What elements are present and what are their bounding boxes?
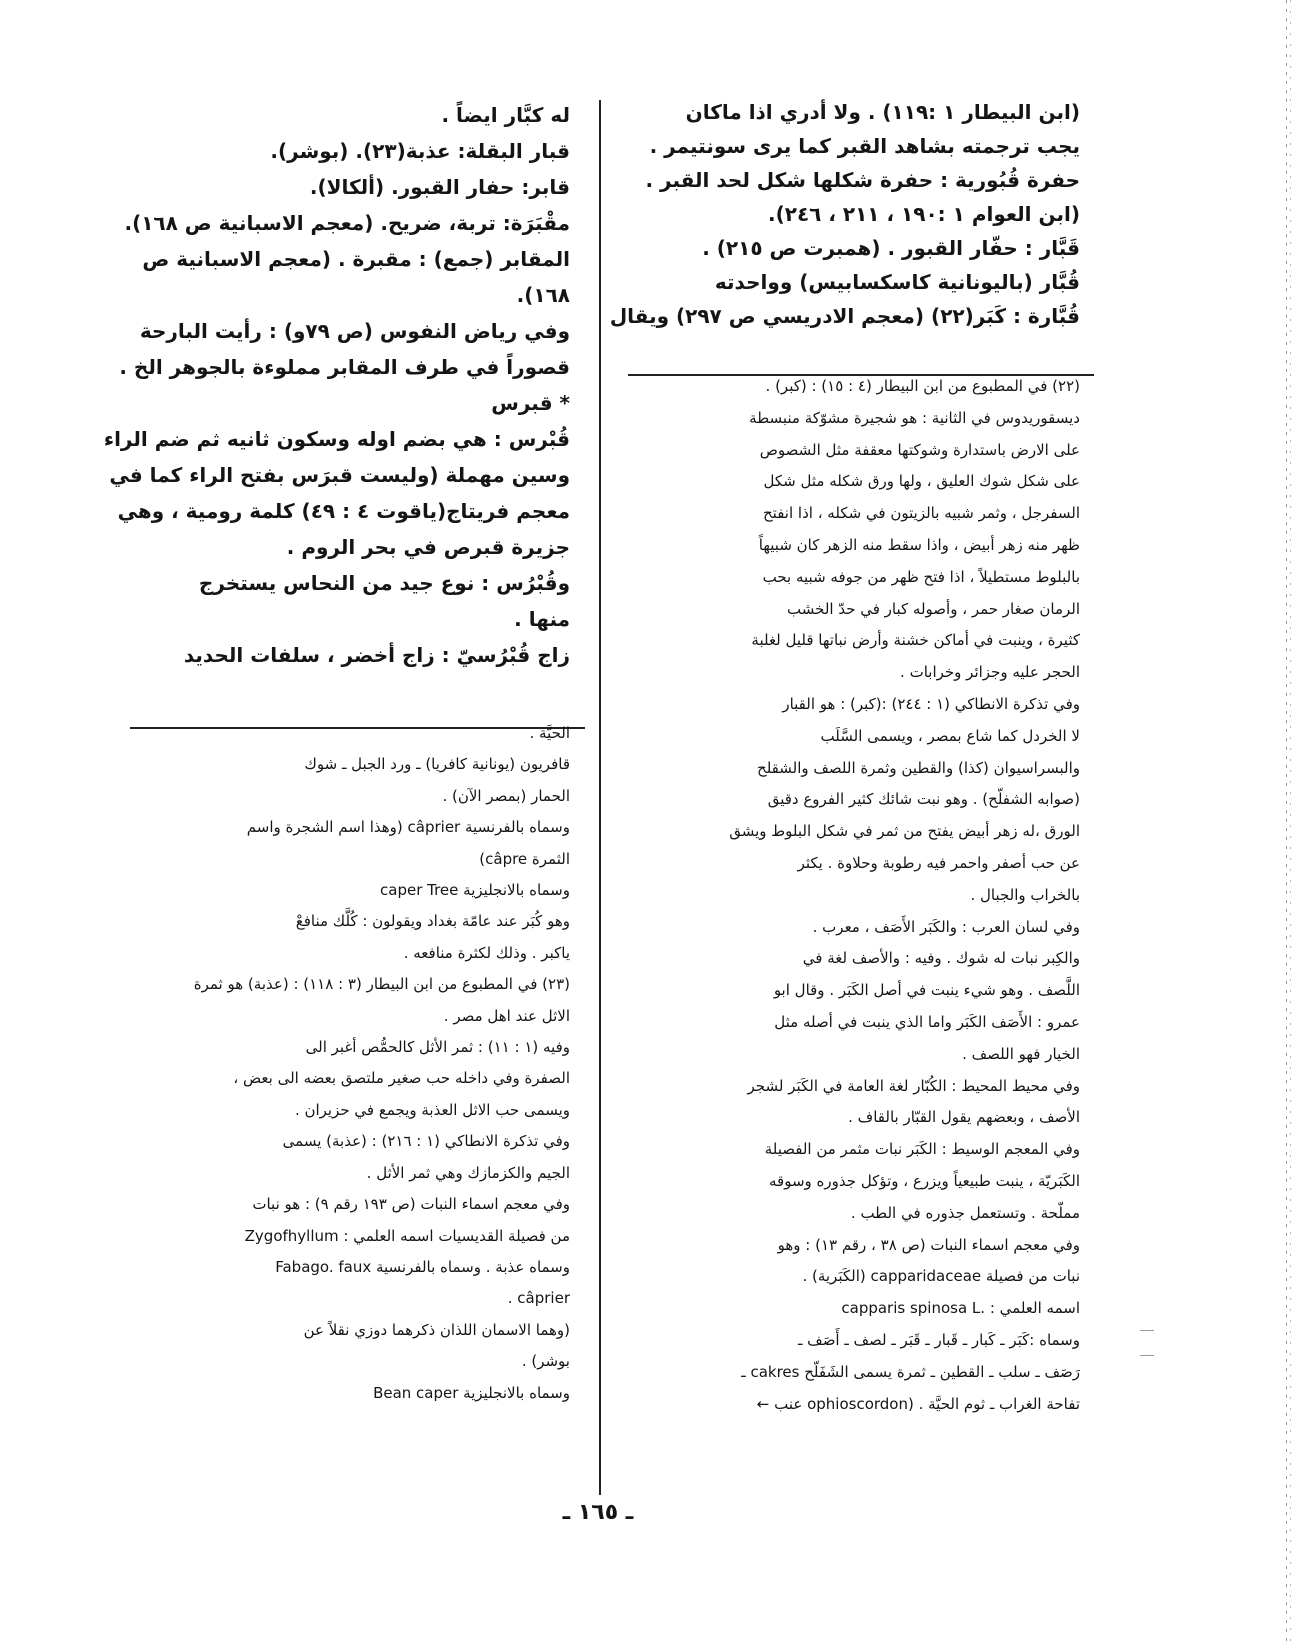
main-text-line: حفرة قُبُورية : حفرة شكلها شكل لحد القبر . [645, 168, 1080, 192]
scan-edge-line-2 [1290, 0, 1291, 1646]
main-text-line: قبار البقلة: عذبة(٢٣). (بوشر). [270, 139, 570, 163]
main-text-line: ١٦٨). [516, 283, 570, 307]
footnote-line: لا الخردل كما شاع بمصر ، ويسمى السَّلَب [820, 726, 1080, 745]
main-text-line: زاج قُبْرُسيّ : زاج أخضر ، سلفات الحديد [183, 643, 570, 667]
footnote-line: قافريون (يونانية كافريا) ـ ورد الجبل ـ شوك [304, 755, 570, 774]
footnote-line: الجيم والكزمازك وهي ثمر الأثل . [366, 1163, 570, 1182]
footnote-line: وفي معجم اسماء النبات (ص ١٩٣ رقم ٩) : هو نبات [252, 1195, 570, 1214]
main-text-line: يجب ترجمته بشاهد القبر كما يرى سونتيمر . [649, 134, 1080, 158]
footnote-line: على شكل شوك العليق ، ولها ورق شكله مثل شكل [763, 472, 1080, 491]
footnote-line: وفي تذكرة الانطاكي (١ : ٢٤٤) :(كبر) : هو القبار [782, 694, 1080, 713]
footnote-line: اسمه العلمي : .capparis spinosa L [841, 1299, 1080, 1318]
footnote-line: الرمان صغار حمر ، وأصوله كبار في حدّ الخشب [787, 599, 1080, 618]
footnote-line: وسماه بالانجليزية Bean caper [373, 1383, 570, 1402]
footnote-line: ديسقوريدوس في الثانية : هو شجيرة مشوّكة منبسطة [749, 408, 1080, 427]
main-text-line: قابر: حفار القبور. (ألكالا). [309, 175, 570, 199]
main-text-line: له كبَّار ايضاً . [441, 103, 570, 127]
footnote-line: ويسمى حب الاثل العذبة ويجمع في حزيران . [294, 1100, 570, 1119]
main-text-line: وفي رياض النفوس (ص ٧٩و) : رأيت البارحة [139, 319, 570, 343]
footnote-line: (صوابه الشفلّح) . وهو نبت شائك كثير الفروع دقيق [767, 790, 1080, 809]
footnote-line: câprier . [507, 1289, 570, 1308]
footnote-line: نبات من فصيلة capparidaceae (الكَبَرية) . [802, 1267, 1080, 1286]
right-column-footnotes [640, 371, 1080, 1420]
footnote-line: (وهما الاسمان اللذان ذكرهما دوزي نقلاً عن [303, 1320, 570, 1339]
footnote-line: الورق ،له زهر أبيض يفتح من ثمر في شكل البلوط ويشق [729, 822, 1080, 841]
main-text-line: وقُبْرُس : نوع جيد من النحاس يستخرج [198, 571, 570, 595]
footnote-line: الحيَّة . [529, 724, 570, 742]
main-text-line: جزيرة قبرص في بحر الروم . [286, 535, 570, 559]
scan-edge-line [1286, 0, 1287, 1646]
footnote-line: (٢٢) في المطبوع من ابن البيطار (٤ : ١٥) : (كبر) . [765, 377, 1080, 395]
footnote-line: عن حب أصفر واحمر فيه رطوبة وحلاوة . يكثر [797, 853, 1080, 872]
footnote-line: الأصف ، وبعضهم يقول القبّار بالقاف . [848, 1108, 1080, 1127]
footnote-line: اللَّصف . وهو شيء ينبت في أصل الكَبَر . وقال ابو [773, 981, 1080, 1000]
footnote-line: وفي المعجم الوسيط : الكَبَر نبات مثمر من الفصيلة [764, 1140, 1080, 1159]
left-column-footnotes [140, 718, 570, 1409]
main-text-line: المقابر (جمع) : مقبرة . (معجم الاسبانية ص [142, 247, 570, 271]
footnote-line: وسماه عذبة . وسماه بالفرنسية Fabago. faux [275, 1257, 570, 1276]
main-text-line: (ابن البيطار ١ :١١٩) . ولا أدري اذا ماكان [685, 100, 1080, 124]
left-column-main-text [103, 97, 570, 673]
footnote-line: وفي لسان العرب : والكَبَر الأَصَف ، معرب . [812, 917, 1080, 936]
main-text-line: منها . [514, 607, 570, 631]
main-text-line: وسين مهملة (وليست قبرَس بفتح الراء كما في [109, 463, 570, 487]
footnote-line: الحمار (بمصر الآن) . [442, 786, 570, 805]
main-text-line: معجم فريتاج(ياقوت ٤ : ٤٩) كلمة رومية ، وهي [117, 499, 570, 523]
main-text-line: قُبَّار (باليونانية كاسكسابيس) وواحدته [714, 270, 1080, 294]
footnote-line: (٢٣) في المطبوع من ابن البيطار (٣ : ١١٨) : (عذبة) هو ثمرة [193, 975, 570, 994]
main-text-line: قَبَّار : حفّار القبور . (همبرت ص ٢١٥) . [702, 236, 1080, 260]
footnote-line: وفي محيط المحيط : الكُبّار لغة العامة في الكَبَر لشجر [747, 1076, 1080, 1095]
footnote-line: وهو كُبَر عند عامّة بغداد ويقولون : كُلَّك منافعْ [295, 912, 570, 931]
footnote-line: مملّحة . وتستعمل جذوره في الطب . [850, 1203, 1080, 1222]
scan-tick-mark [1140, 1355, 1154, 1356]
footnote-line: ظهر منه زهر أبيض ، واذا سقط منه الزهر كان شبيهاً [758, 535, 1080, 554]
footnote-line: وسماه :كَبَر ـ كَبار ـ قَبار ـ قَبَر ـ لصف ـ أَصَف ـ [798, 1330, 1080, 1349]
footnote-line: والبسراسيوان (كذا) والقطين وثمرة اللصف والشقلح [757, 758, 1080, 777]
footnote-line: وفي تذكرة الانطاكي (١ : ٢١٦) : (عذبة) يسمى [282, 1132, 570, 1151]
footnote-line: وفي معجم اسماء النبات (ص ٣٨ ، رقم ١٣) : وهو [777, 1235, 1080, 1254]
footnote-line: السفرجل ، وثمر شبيه بالزيتون في شكله ، اذا انفتح [763, 504, 1080, 523]
footnote-line: بالبلوط مستطيلاً ، اذا فتح ظهر من جوفه شبيه بحب [762, 567, 1080, 586]
column-divider [599, 100, 601, 1495]
footnote-line: الخيار فهو اللصف . [962, 1044, 1080, 1063]
main-text-line: قُبْرس : هي بضم اوله وسكون ثانيه ثم ضم الراء [103, 427, 570, 451]
footnote-line: وفيه (١ : ١١) : ثمر الأثل كالحمُّص أغبر الى [305, 1038, 570, 1057]
footnote-line: ياكبر . وذلك لكثرة منافعه . [403, 943, 570, 962]
footnote-line: بوشر) . [521, 1352, 570, 1371]
footnote-line: وسماه بالفرنسية câprier (وهذا اسم الشجرة واسم [246, 818, 570, 837]
footnote-line: بالخراب والجبال . [970, 885, 1080, 904]
footnote-line: على الارض باستدارة وشوكتها معقفة مثل الشصوص [759, 440, 1080, 459]
footnote-line: تفاحة الغراب ـ ثوم الحيَّة . (ophioscordon عنب ← [756, 1394, 1080, 1413]
footnote-line: وسماه بالانجليزية caper Tree [380, 881, 570, 900]
footnote-line: الاثل عند اهل مصر . [443, 1006, 570, 1025]
footnote-line: الثمرة câpre) [479, 849, 570, 868]
right-column-main-text [609, 95, 1080, 333]
footnote-line: عمرو : الأَصَف الكَبَر واما الذي ينبت في أصله مثل [774, 1012, 1080, 1031]
footnote-line: من فصيلة القديسيات اسمه العلمي : Zygofhyllum [244, 1226, 570, 1245]
page-number: ـ ١٦٥ ـ [562, 1500, 634, 1525]
footnote-line: رَصَف ـ سلب ـ القطين ـ ثمرة يسمى الشَفَلّح cakres ـ [741, 1362, 1080, 1381]
footnote-line: الصفرة وفي داخله حب صغير ملتصق بعضه الى بعض ، [233, 1069, 570, 1088]
footnote-line: كثيرة ، وينبت في أماكن خشنة وأرض نباتها قليل لغلبة [751, 631, 1080, 650]
main-text-line: * قبرس [491, 391, 570, 415]
footnote-line: الكَبَريّة ، ينبت طبيعياً ويزرع ، وتؤكل جذوره وسوقه [769, 1171, 1080, 1190]
footnote-line: والكِبر نبات له شوك . وفيه : والأصف لغة في [802, 949, 1080, 968]
scan-tick-mark [1140, 1330, 1154, 1331]
main-text-line: (ابن العوام ١ :١٩٠ ، ٢١١ ، ٢٤٦). [767, 202, 1080, 226]
main-text-line: قُبَّارة : كَبَر(٢٢) (معجم الادريسي ص ٢٩٧) ويقال [609, 304, 1080, 328]
main-text-line: مقْبَرَة: تربة، ضريح. (معجم الاسبانية ص ١٦٨). [124, 211, 570, 235]
main-text-line: قصوراً في طرف المقابر مملوءة بالجوهر الخ . [119, 355, 570, 379]
footnote-line: الحجر عليه وجزائر وخرابات . [900, 663, 1080, 682]
